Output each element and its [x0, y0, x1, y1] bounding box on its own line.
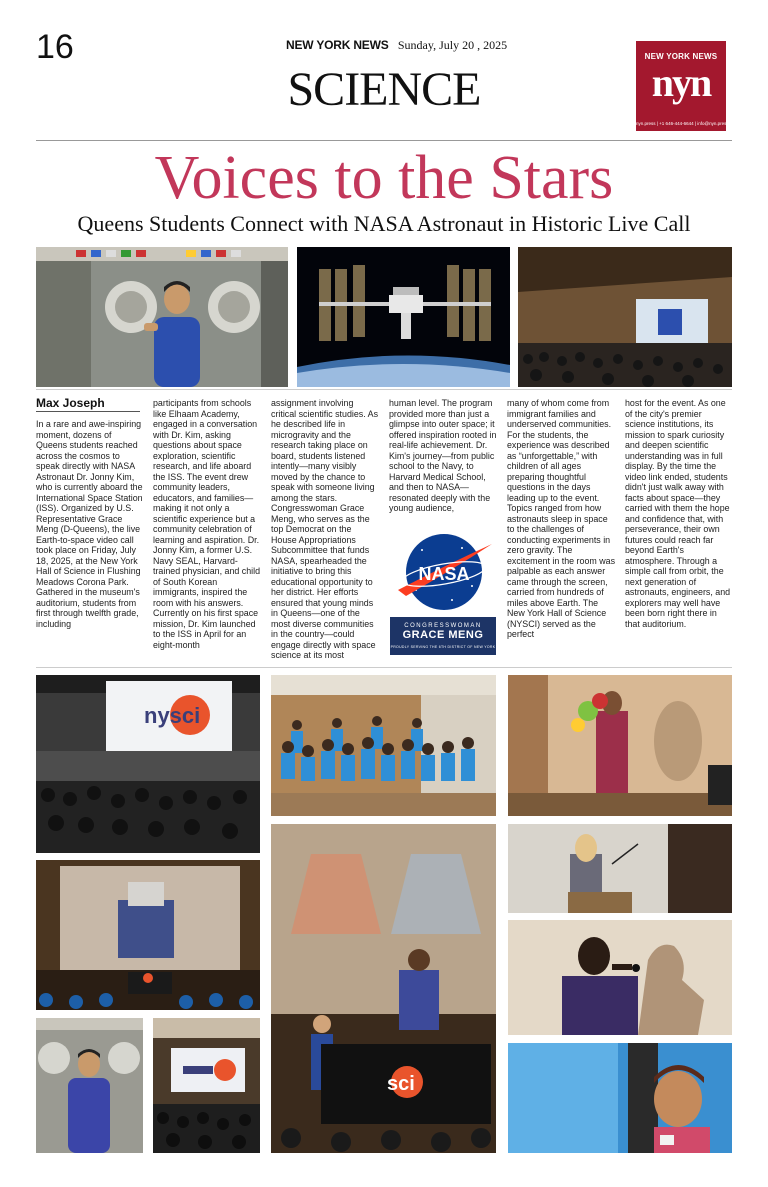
photo-screen-talk — [36, 860, 260, 1010]
photo-singer-microphone — [508, 920, 732, 1035]
photo-smiling-attendee — [508, 1043, 732, 1153]
masthead-dateline — [286, 38, 507, 53]
article-column-1 — [36, 419, 144, 629]
photo-speaker-podium — [508, 824, 732, 913]
photo-astronaut-small — [36, 1018, 143, 1153]
article-headline: Voices to the Stars — [154, 144, 614, 212]
photo-stage-demo — [271, 824, 496, 1153]
article-column-5 — [507, 398, 617, 640]
nasa-wordmark: NASA — [418, 564, 470, 584]
article-column-6 — [625, 398, 732, 629]
sci-wordmark: sci — [387, 1073, 415, 1095]
masthead-name: NEW YORK NEWS — [286, 38, 389, 52]
logo-top-text: NEW YORK NEWS — [644, 52, 718, 61]
meng-tagline: PROUDLY SERVING THE 6TH DISTRICT OF NEW YORK — [390, 645, 496, 649]
meng-name: GRACE MENG — [402, 629, 484, 641]
bottom-divider — [36, 667, 732, 668]
logo-contact: nyn.press | +1 646-444-6644 | info@nyn.press — [636, 121, 729, 126]
photo-auditorium-screen — [518, 247, 732, 387]
header-divider — [36, 140, 732, 141]
photo-auditorium-small — [153, 1018, 260, 1153]
article-subheadline: Queens Students Connect with NASA Astronaut in Historic Live Call — [77, 211, 691, 236]
nasa-logo — [392, 530, 496, 614]
section-title: SCIENCE — [287, 63, 481, 116]
photo-nysci-stage — [36, 675, 260, 853]
photo-divider — [36, 389, 732, 390]
column-text: many of whom come from immigrant families and underserved communities. For the students, the experience was described as “unforgettable,” with children of all ages preparing thoughtful questions in the days leading up to the event. Topics ranged from how astronauts sleep in space to the challenges of conducting experiments in zero gravity. The excitement in the room was palpable as each answer came through the screen, carried from hundreds of miles above Earth. The New York Hall of Science (NYSCI) served as the perfect — [507, 398, 616, 639]
page-number: 16 — [36, 28, 74, 66]
column-text: human level. The program provided more than just a glimpse into outer space; it offered inspiration rooted in real-life achievement. Dr. Kim's journey—from public school to the Navy, to Harvard Medical School, and then to NASA—resonated deeply with the young audience, — [389, 398, 497, 513]
column-text: participants from schools like Elhaam Academy, engaged in a conversation with Dr. Kim, asking questions about space exploration, scientific research, and life aboard the ISS. The event drew community leaders, educators, and families—making it not only a scientific experience but a community celebration of learning and aspiration. Dr. Jonny Kim, a former U.S. Navy SEAL, Harvard-trained physician, and child of South Korean immigrants, inspired the room with his answers. Currently on his first space mission, Dr. Kim launched to the ISS in April for an eight-month — [153, 398, 261, 650]
logo-mark: nyn — [651, 60, 711, 105]
nysci-wordmark: nysci — [144, 703, 201, 728]
meng-title: CONGRESSWOMAN — [404, 623, 482, 629]
byline-rule — [36, 411, 140, 412]
photo-astronaut-in-iss — [36, 247, 288, 387]
issue-date: Sunday, July 20 , 2025 — [397, 38, 508, 52]
photo-space-station — [297, 247, 510, 387]
column-text: assignment involving critical scientific studies. As he described life in microgravity and the research taking place on board, students listened intently—many visibly moved by the chance to speak with someone living among the stars. Congresswoman Grace Meng, who serves as the top Democrat on the House Appropriations Subcommittee that funds NASA, spearheaded the initiative to bring this educational opportunity to her district. Her efforts ensured that young minds in Queens—one of the most diverse communities in the country—could engage directly with space science at its most — [271, 398, 379, 660]
newspaper-logo — [636, 41, 729, 131]
column-text: In a rare and awe-inspiring moment, dozens of Queens students reached across the cosmos to speak directly with NASA Astronaut Dr. Jonny Kim, who is currently aboard the International Space Station (ISS). Organized by U.S. Representative Grace Meng (D-Queens), the live Earth-to-space video call took place on Friday, July 18, 2025, at the New York Hall of Science in Flushing Meadows Corona Park. Gathered in the museum's auditorium, students from first through twelfth grade, including — [36, 419, 143, 629]
article-column-2 — [153, 398, 261, 650]
grace-meng-badge — [390, 617, 496, 655]
photo-presenter-balloon — [508, 675, 732, 816]
photo-students-group — [271, 675, 496, 816]
article-column-3 — [271, 398, 379, 661]
column-text: host for the event. As one of the city's premier science institutions, its mission to spark curiosity and deepen scientific understanding was in full display. By the time the video link ended, students didn't just walk away with facts about space—they carried with them the hope and confidence that, with perseverance, their own futures could reach far beyond Earth's atmosphere. Through a simple call from orbit, the next generation of astronauts, engineers, and explorers may well have been born right there in that auditorium. — [625, 398, 731, 629]
byline: Max Joseph — [36, 396, 105, 410]
article-column-4 — [389, 398, 497, 514]
